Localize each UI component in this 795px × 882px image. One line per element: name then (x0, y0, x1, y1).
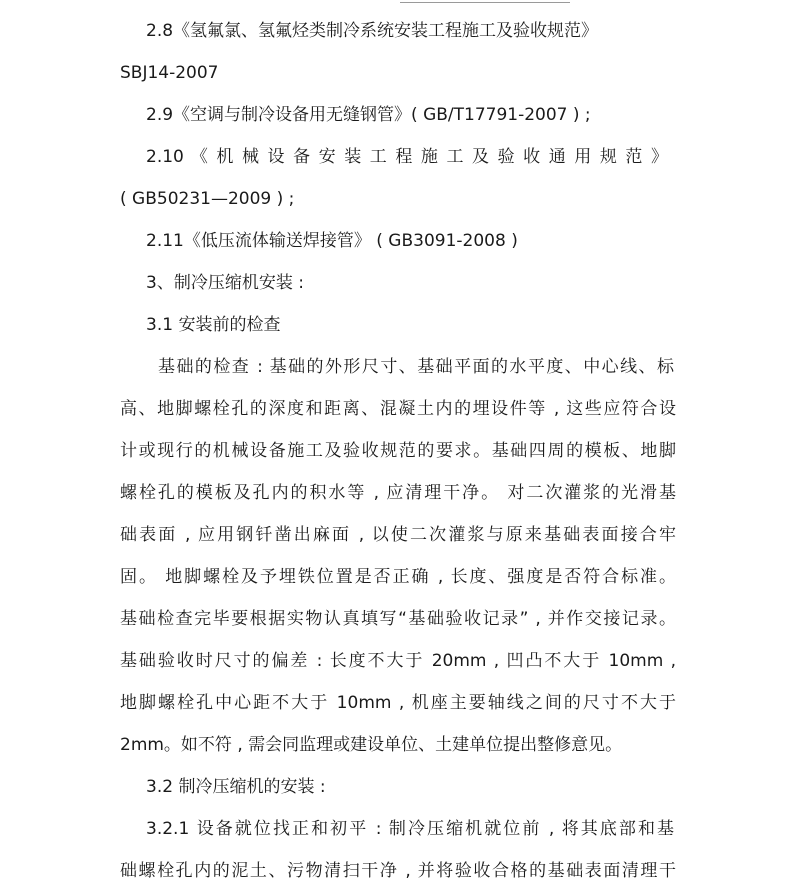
paragraph-line: 基础检查完毕要根据实物认真填写“基础验收记录” , 并作交接记录。 (120, 609, 676, 629)
section-3-2-heading: 3.2 制冷压缩机的安装 : (146, 777, 326, 797)
paragraph-line: 螺栓孔的模板及孔内的积水等 , 应清理干净。 对二次灌浆的光滑基 (120, 483, 676, 503)
cut-off-line (400, 0, 570, 3)
spec-2-8-code: SBJ14-2007 (120, 63, 219, 83)
spec-2-8-title: 2.8《氢氟氯、氢氟烃类制冷系统安装工程施工及验收规范》 (146, 21, 599, 41)
spec-2-10-title: 2.10 《 机 械 设 备 安 装 工 程 施 工 及 验 收 通 用 规 范 》 (146, 147, 668, 167)
paragraph-line: 2mm。如不符 , 需会同监理或建设单位、土建单位提出整修意见。 (120, 735, 623, 755)
paragraph-line: 础表面 , 应用钢钎凿出麻面 , 以使二次灌浆与原来基础表面接合牢 (120, 525, 676, 545)
spec-2-10-code: ( GB50231—2009 ) ; (120, 189, 295, 209)
paragraph-line: 基础验收时尺寸的偏差 : 长度不大于 20mm , 凹凸不大于 10mm , (120, 651, 676, 671)
paragraph-line: 3.2.1 设备就位找正和初平 : 制冷压缩机就位前 , 将其底部和基 (146, 819, 674, 839)
paragraph-line: 基础的检查 : 基础的外形尺寸、基础平面的水平度、中心线、标 (158, 357, 674, 377)
section-3-1-heading: 3.1 安装前的检查 (146, 315, 281, 335)
paragraph-line: 固。 地脚螺栓及予埋铁位置是否正确 , 长度、强度是否符合标准。 (120, 567, 676, 587)
paragraph-line: 计或现行的机械设备施工及验收规范的要求。基础四周的模板、地脚 (120, 441, 676, 461)
spec-2-9: 2.9《空调与制冷设备用无缝钢管》( GB/T17791-2007 ) ; (146, 105, 591, 125)
paragraph-line: 高、地脚螺栓孔的深度和距离、混凝土内的埋设件等 , 这些应符合设 (120, 399, 676, 419)
spec-2-11: 2.11《低压流体输送焊接管》 ( GB3091-2008 ) (146, 231, 518, 251)
paragraph-line: 础螺栓孔内的泥土、污物清扫干净 , 并将验收合格的基础表面清理干 (120, 861, 676, 881)
section-3-heading: 3、制冷压缩机安装 : (146, 273, 304, 293)
paragraph-line: 地脚螺栓孔中心距不大于 10mm , 机座主要轴线之间的尺寸不大于 (120, 693, 676, 713)
